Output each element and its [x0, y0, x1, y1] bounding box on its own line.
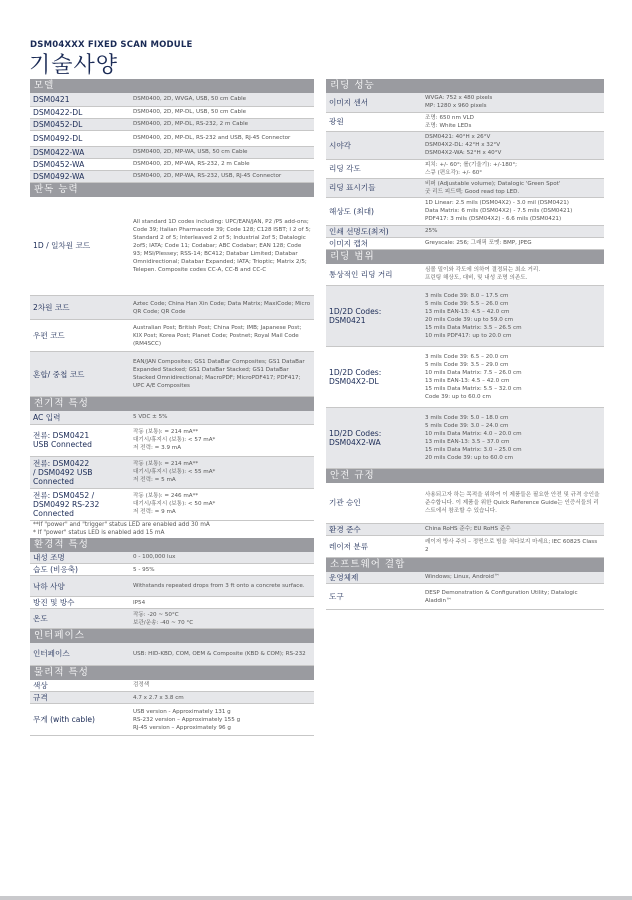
spec-value: EAN/JAN Composites; GS1 DataBar Composites; GS1 DataBar Expanded Stacked; GS1 DataBar Stacked; GS1 DataBar Stacked Omnidirectional; MacroPDF; MicroPDF417; PDF417; UPC A/E Composites [130, 352, 314, 397]
spec-row [30, 170, 314, 182]
spec-row [30, 609, 314, 629]
spec-label: AC 입력 [30, 411, 130, 424]
section-heading: 안전 규정 [326, 469, 604, 483]
spec-label: 2차원 코드 [30, 296, 130, 320]
spec-label: 환경 준수 [326, 523, 422, 535]
spec-table [30, 197, 314, 398]
spec-value: DESP Demonstration & Configuration Utility; Datalogic Aladdin™ [422, 584, 604, 610]
spec-row [30, 564, 314, 576]
spec-row [326, 535, 604, 557]
spec-row [30, 106, 314, 118]
spec-value: 조명: 650 nm VLD 조명: White LEDs [422, 112, 604, 131]
software-section [326, 558, 604, 611]
spec-label: DSM0422-DL [30, 106, 130, 118]
spec-label: 통상적인 리딩 거리 [326, 264, 422, 286]
section-heading: 모델 [30, 79, 314, 93]
spec-value: DSM0400, 2D, MP-DL, RS-232 and USB, RJ-45 Connector [130, 130, 314, 146]
spec-value: 작동: -20 ~ 50°C 보관/운송: -40 ~ 70 °C [130, 609, 314, 629]
physical-section [30, 666, 314, 737]
electrical-section [30, 397, 314, 538]
section-heading: 판독 능력 [30, 183, 314, 197]
reading-section [326, 79, 604, 250]
spec-value: 1D Linear: 2.5 mils (DSM04X2) - 3.0 mil (DSM0421) Data Matrix: 6 mils (DSM04X2) - 7.5 mils (DSM0421) PDF417: 3 mils (DSM04X2) - 6.6 mils (DSM0421) [422, 197, 604, 225]
spec-table [326, 93, 604, 250]
spec-value: Windows; Linux, Android™ [422, 572, 604, 584]
spec-row [326, 347, 604, 408]
spec-value: 피치: +/- 60°; 롤(기울기): +/-180°; 스큐 (편요각): +/- 60° [422, 159, 604, 178]
spec-row [30, 456, 314, 488]
spec-label: 리딩 표시기들 [326, 178, 422, 197]
spec-value: USB version - Approximately 131 g RS-232 version – Approximately 155 g RJ-45 version – Approximately 96 g [130, 704, 314, 736]
spec-label: 1D/2D Codes: DSM04X2-DL [326, 347, 422, 408]
spec-row [30, 576, 314, 597]
spec-value: 5 - 95% [130, 564, 314, 576]
spec-table [30, 552, 314, 630]
spec-label: 색상 [30, 680, 130, 692]
spec-value: IP54 [130, 597, 314, 609]
spec-value: 3 mils Code 39: 5.0 – 18.0 cm 5 mils Code 39: 3.0 – 24.0 cm 10 mils Data Matrix: 4.0 – 20.0 cm 13 mils EAN-13: 3.5 – 37.0 cm 15 mils Data Matrix: 3.0 – 25.0 cm 20 mils Code 39: up to 60.0 cm [422, 408, 604, 469]
spec-label: 내성 조명 [30, 552, 130, 564]
spec-label: 도구 [326, 584, 422, 610]
spec-row [326, 523, 604, 535]
spec-value: WVGA: 752 x 480 pixels MP: 1280 x 960 pixels [422, 93, 604, 112]
spec-value: DSM0400, 2D, WVGA, USB, 50 cm Cable [130, 93, 314, 106]
spec-row [326, 264, 604, 286]
spec-row [30, 692, 314, 704]
spec-label: 시야각 [326, 131, 422, 159]
spec-label: 전류: DSM0421 USB Connected [30, 424, 130, 456]
right-column [326, 79, 604, 610]
spec-value: DSM0400, 2D, MP-WA, USB, 50 cm Cable [130, 146, 314, 158]
footnote: * If "power" status LED is enabled add 15 mA [33, 530, 165, 536]
spec-row [30, 643, 314, 665]
spec-value: 비퍼 (Adjustable volume); Datalogic 'Green Spot' 굿 리드 피드백; Good read top LED. [422, 178, 604, 197]
spec-value: Greyscale: 256; 그래픽 포맷: BMP, JPEG [422, 237, 604, 249]
spec-value: China RoHS 준수; EU RoHS 준수 [422, 523, 604, 535]
section-heading: 리딩 범위 [326, 250, 604, 264]
spec-row [326, 112, 604, 131]
spec-row [326, 93, 604, 112]
spec-value: 3 mils Code 39: 6.5 – 20.0 cm 5 mils Code 39: 3.5 – 29.0 cm 10 mils Data Matrix: 7.5 – 26.0 cm 13 mils EAN-13: 4.5 – 42.0 cm 15 mils Data Matrix: 5.5 – 32.0 cm Code 39: up to 60.0 cm [422, 347, 604, 408]
spec-table [30, 411, 314, 521]
spec-label: 인터페이스 [30, 643, 130, 665]
interface-section [30, 629, 314, 666]
spec-label: 운영체제 [326, 572, 422, 584]
spec-label: 혼합/ 중첩 코드 [30, 352, 130, 397]
spec-value: 사용되고자 하는 목적을 위하여 이 제품들은 필요한 안전 및 규격 승인을 준수합니다. 이 제품을 위한 Quick Reference Guide는 인증서들의 리스트에서 참조할 수 있습니다. [422, 483, 604, 523]
spec-row [326, 225, 604, 237]
models-section [30, 79, 314, 183]
spec-row [30, 296, 314, 320]
spec-row [30, 597, 314, 609]
spec-label: DSM0452-DL [30, 118, 130, 130]
spec-label: 이미지 센서 [326, 93, 422, 112]
section-heading: 소프트웨어 결합 [326, 558, 604, 572]
spec-label: 온도 [30, 609, 130, 629]
spec-value: 작동 (보통): = 214 mA** 대기시/휴지시 (보통): < 55 mA* 저 전력: = 5 mA [130, 456, 314, 488]
spec-row [30, 680, 314, 692]
model-line: DSM04XXX FIXED SCAN MODULE [30, 40, 193, 50]
spec-label: 이미지 캡쳐 [326, 237, 422, 249]
spec-label: DSM0492-WA [30, 170, 130, 182]
spec-label: 낙하 사양 [30, 576, 130, 597]
spec-row [326, 237, 604, 249]
spec-value: 4.7 x 2.7 x 3.8 cm [130, 692, 314, 704]
spec-value: Aztec Code; China Han Xin Code; Data Matrix; MaxiCode; Micro QR Code; QR Code [130, 296, 314, 320]
spec-row [30, 130, 314, 146]
spec-label: DSM0452-WA [30, 158, 130, 170]
spec-label: 리딩 각도 [326, 159, 422, 178]
spec-value: 검정색 [130, 680, 314, 692]
spec-table [326, 572, 604, 611]
spec-row [30, 118, 314, 130]
section-heading: 전기적 특성 [30, 397, 314, 411]
spec-table [326, 264, 604, 470]
safety-section [326, 469, 604, 558]
spec-label: 광원 [326, 112, 422, 131]
spec-value: 작동 (보통): = 246 mA** 대기시/휴지시 (보통): < 50 mA* 저 전력: = 9 mA [130, 488, 314, 520]
spec-label: 습도 (비응축) [30, 564, 130, 576]
spec-value: DSM0400, 2D, MP-DL, USB, 50 cm Cable [130, 106, 314, 118]
spec-value: All standard 1D codes including: UPC/EAN/JAN, P2 /P5 add-ons; Code 39; Italian Pharmacode 39; Code 128; C128 ISBT; I 2 of 5; Standard 2 of 5; Interleaved 2 of 5; Industrial 2of 5; Datalogic 2of5; IATA; Code 11; Codabar; ABC Codabar; EAN 128; Code 93; MSI/Plessey; RSS-14; BC412; Databar Limited; Databar Omnidirectional; Databar Expanded; IATA; Trioptic; Matrix 2/5; Telepen. Composite codes CC-A, CC-B and CC-C [130, 197, 314, 296]
spec-row [30, 93, 314, 106]
spec-value: DSM0400, 2D, MP-DL, RS-232, 2 m Cable [130, 118, 314, 130]
section-heading: 인터페이스 [30, 629, 314, 643]
spec-value: 3 mils Code 39: 8.0 – 17.5 cm 5 mils Code 39: 5.5 – 26.0 cm 13 mils EAN-13: 4.5 – 42.0 cm 20 mils Code 39: up to 59.0 cm 15 mils Data Matrix: 3.5 – 26.5 cm 10 mils PDF417: up to 20.0 cm [422, 286, 604, 347]
spec-label: 레이저 분류 [326, 535, 422, 557]
spec-value: 5 VDC ± 5% [130, 411, 314, 424]
spec-label: 기관 승인 [326, 483, 422, 523]
spec-row [326, 178, 604, 197]
spec-row [30, 158, 314, 170]
spec-label: 1D/2D Codes: DSM04X2-WA [326, 408, 422, 469]
spec-row [326, 572, 604, 584]
environment-section [30, 538, 314, 630]
spec-label: DSM0421 [30, 93, 130, 106]
section-heading: 환경적 특성 [30, 538, 314, 552]
spec-row [326, 197, 604, 225]
spec-table [30, 680, 314, 737]
spec-table [326, 483, 604, 558]
spec-value: Australian Post; British Post; China Post; IMB; Japanese Post; KIX Post; Korea Post; Planet Code; Postnet; Royal Mail Code (RM4SCC) [130, 320, 314, 352]
spec-label: 1D / 일차원 코드 [30, 197, 130, 296]
section-heading: 리딩 성능 [326, 79, 604, 93]
spec-value: 심볼 밀이와 각도에 의하여 결정되는 최소 거리. 프린팅 해상도, 대비, 및 내성 조명 의존도. [422, 264, 604, 286]
spec-row [326, 286, 604, 347]
spec-table [30, 93, 314, 183]
spec-row [30, 424, 314, 456]
spec-label: 인쇄 선명도(최저) [326, 225, 422, 237]
spec-label: 전류: DSM0422 / DSM0492 USB Connected [30, 456, 130, 488]
spec-label: 해상도 (최대) [326, 197, 422, 225]
spec-value: 0 - 100,000 lux [130, 552, 314, 564]
spec-row [30, 197, 314, 296]
spec-row [30, 352, 314, 397]
spec-value: Withstands repeated drops from 3 ft onto a concrete surface. [130, 576, 314, 597]
spec-label: 방진 및 방수 [30, 597, 130, 609]
spec-label: 규격 [30, 692, 130, 704]
spec-row [30, 704, 314, 736]
spec-value: DSM0421: 40°H x 26°V DSM04X2-DL: 42°H x 32°V DSM04X2-WA: 52°H x 40°V [422, 131, 604, 159]
spec-value: USB: HID-KBD, COM, OEM & Composite (KBD & COM); RS-232 [130, 643, 314, 665]
spec-label: 전류: DSM0452 / DSM0492 RS-232 Connected [30, 488, 130, 520]
spec-value: 25% [422, 225, 604, 237]
spec-label: 1D/2D Codes: DSM0421 [326, 286, 422, 347]
decode-section [30, 183, 314, 398]
left-column [30, 79, 314, 736]
spec-value: DSM0400, 2D, MP-WA, RS-232, USB, RJ-45 Connector [130, 170, 314, 182]
spec-row [30, 146, 314, 158]
page-title: 기술사양 [29, 53, 119, 78]
spec-label: 무게 (with cable) [30, 704, 130, 736]
spec-label: 우편 코드 [30, 320, 130, 352]
spec-row [30, 320, 314, 352]
spec-label: DSM0492-DL [30, 130, 130, 146]
spec-row [326, 483, 604, 523]
spec-table [30, 643, 314, 666]
spec-value: DSM0400, 2D, MP-WA, RS-232, 2 m Cable [130, 158, 314, 170]
footnote: **If "power" and "trigger" status LED are enabled add 30 mA [33, 521, 210, 528]
spec-row [326, 131, 604, 159]
spec-row [30, 411, 314, 424]
spec-value: 레이저 방사 주의 – 정면으로 빔을 쳐다보지 마세요; IEC 60825 Class 2 [422, 535, 604, 557]
section-heading: 물리적 특성 [30, 666, 314, 680]
spec-row [326, 159, 604, 178]
spec-row [326, 584, 604, 610]
spec-row [326, 408, 604, 469]
spec-row [30, 552, 314, 564]
spec-row [30, 488, 314, 520]
spec-label: DSM0422-WA [30, 146, 130, 158]
spec-value: 작동 (보통): = 214 mA** 대기시/휴지시 (보통): < 57 mA* 저 전력: = 3.9 mA [130, 424, 314, 456]
range-section [326, 250, 604, 470]
